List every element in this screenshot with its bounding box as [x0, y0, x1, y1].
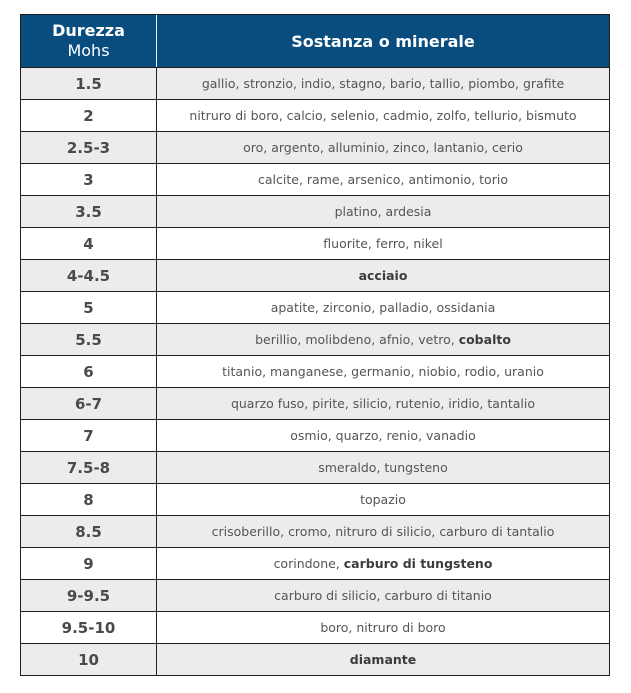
hardness-cell: 4-4.5	[21, 260, 157, 291]
hardness-cell: 4	[21, 228, 157, 259]
substance-text: osmio, quarzo, renio, vanadio	[290, 428, 476, 443]
header-substance-cell: Sostanza o minerale	[291, 31, 475, 51]
substance-cell	[157, 612, 609, 643]
hardness-cell: 7	[21, 420, 157, 451]
table-header	[21, 15, 609, 67]
hardness-cell: 6	[21, 356, 157, 387]
substance-text: apatite, zirconio, palladio, ossidania	[270, 300, 496, 315]
table-row	[21, 387, 609, 419]
substance-cell	[157, 132, 609, 163]
substance-text: boro, nitruro di boro	[320, 620, 446, 635]
substance-text: carburo di silicio, carburo di titanio	[274, 588, 492, 603]
table-row	[21, 515, 609, 547]
substance-text: corindone,	[273, 556, 344, 571]
substance-text-bold: cobalto	[458, 332, 511, 347]
table-row	[21, 323, 609, 355]
table-row	[21, 355, 609, 387]
substance-cell	[157, 164, 609, 195]
substance-cell	[157, 196, 609, 227]
substance-cell	[157, 644, 609, 675]
table-row	[21, 419, 609, 451]
hardness-cell: 2.5-3	[21, 132, 157, 163]
substance-text: calcite, rame, arsenico, antimonio, torio	[258, 172, 508, 187]
substance-text: topazio	[360, 492, 406, 507]
header-hardness-cell	[21, 15, 157, 67]
substance-text: gallio, stronzio, indio, stagno, bario, tallio, piombo, grafite	[201, 76, 565, 91]
table-row	[21, 99, 609, 131]
hardness-cell: 3.5	[21, 196, 157, 227]
table-row	[21, 259, 609, 291]
substance-text: fluorite, ferro, nikel	[323, 236, 443, 251]
substance-text: smeraldo, tungsteno	[318, 460, 448, 475]
substance-cell	[157, 420, 609, 451]
hardness-cell: 6-7	[21, 388, 157, 419]
substance-cell	[157, 516, 609, 547]
hardness-cell: 9.5-10	[21, 612, 157, 643]
substance-cell	[157, 68, 609, 99]
table-row	[21, 579, 609, 611]
table-row	[21, 451, 609, 483]
substance-cell	[157, 228, 609, 259]
table-row	[21, 611, 609, 643]
mohs-hardness-table	[20, 14, 610, 676]
substance-cell	[157, 548, 609, 579]
hardness-cell: 10	[21, 644, 157, 675]
table-row	[21, 547, 609, 579]
table-row	[21, 227, 609, 259]
table-row	[21, 643, 609, 675]
table-row	[21, 195, 609, 227]
hardness-cell: 1.5	[21, 68, 157, 99]
hardness-cell: 9-9.5	[21, 580, 157, 611]
table-body	[21, 67, 609, 675]
substance-text: berillio, molibdeno, afnio, vetro,	[255, 332, 459, 347]
substance-cell	[157, 580, 609, 611]
hardness-cell: 2	[21, 100, 157, 131]
table-row	[21, 483, 609, 515]
substance-text: quarzo fuso, pirite, silicio, rutenio, iridio, tantalio	[230, 396, 536, 411]
substance-text: platino, ardesia	[334, 204, 432, 219]
substance-cell	[157, 324, 609, 355]
table-row	[21, 291, 609, 323]
substance-cell	[157, 292, 609, 323]
header-hardness-title: Durezza	[52, 21, 125, 40]
hardness-cell: 8.5	[21, 516, 157, 547]
substance-cell	[157, 100, 609, 131]
substance-text: oro, argento, alluminio, zinco, lantanio, cerio	[243, 140, 523, 155]
substance-text-bold: acciaio	[358, 268, 408, 283]
hardness-cell: 5.5	[21, 324, 157, 355]
substance-cell	[157, 452, 609, 483]
substance-cell	[157, 388, 609, 419]
substance-cell	[157, 484, 609, 515]
substance-text: crisoberillo, cromo, nitruro di silicio, carburo di tantalio	[211, 524, 555, 539]
table-row	[21, 163, 609, 195]
hardness-cell: 9	[21, 548, 157, 579]
hardness-cell: 8	[21, 484, 157, 515]
table-row	[21, 131, 609, 163]
hardness-cell: 5	[21, 292, 157, 323]
hardness-cell: 7.5-8	[21, 452, 157, 483]
substance-text: nitruro di boro, calcio, selenio, cadmio, zolfo, tellurio, bismuto	[189, 108, 577, 123]
substance-text-bold: carburo di tungsteno	[343, 556, 493, 571]
header-hardness-subtitle: Mohs	[67, 41, 110, 60]
substance-text-bold: diamante	[349, 652, 417, 667]
table-row	[21, 67, 609, 99]
hardness-cell: 3	[21, 164, 157, 195]
substance-cell	[157, 260, 609, 291]
substance-cell	[157, 356, 609, 387]
substance-text: titanio, manganese, germanio, niobio, rodio, uranio	[222, 364, 544, 379]
